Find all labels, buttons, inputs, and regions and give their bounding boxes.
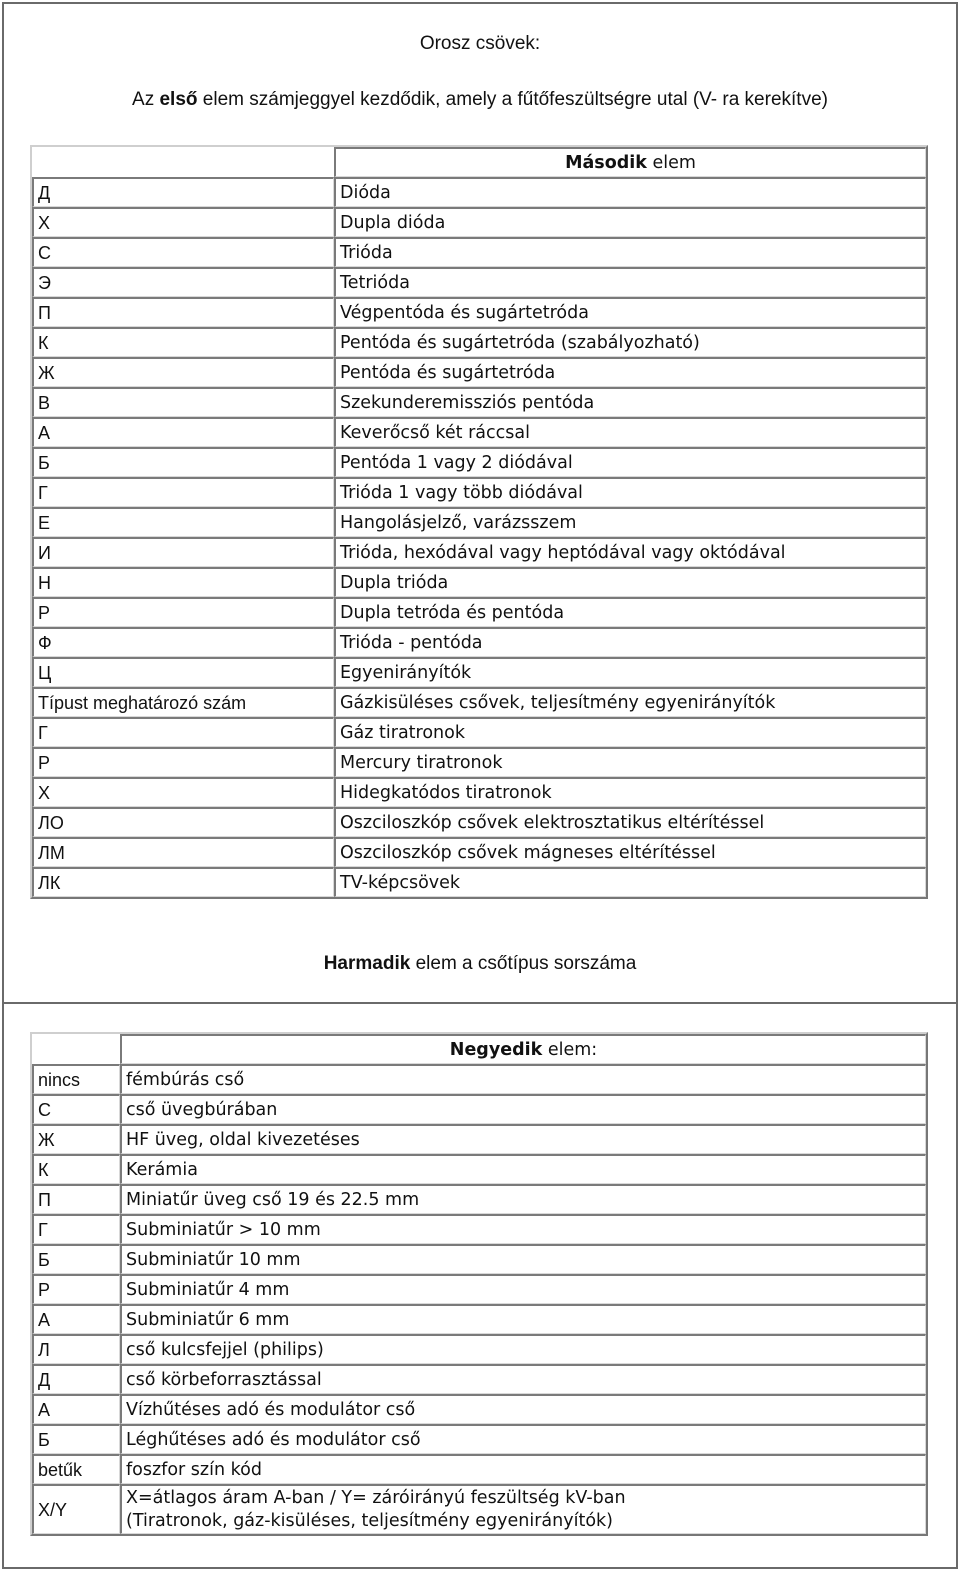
description-cell: Hangolásjelző, varázsszem	[334, 507, 926, 537]
table-row	[32, 867, 926, 897]
description-cell: Gázkisüléses csővek, teljesítmény egyenirányítók	[334, 687, 926, 717]
description-cell: foszfor szín kód	[120, 1454, 926, 1484]
description-cell: Trióda	[334, 237, 926, 267]
header-spacer	[32, 147, 334, 177]
code-cell: А	[32, 1304, 120, 1334]
table-header-row	[32, 1034, 926, 1064]
code-cell: Л	[32, 1334, 120, 1364]
code-cell: Э	[32, 267, 334, 297]
description-cell: cső kulcsfejjel (philips)	[120, 1334, 926, 1364]
code-cell: Е	[32, 507, 334, 537]
description-cell: Gáz tiratronok	[334, 717, 926, 747]
section3-bold: Harmadik	[323, 953, 411, 974]
description-cell: Pentóda 1 vagy 2 diódával	[334, 447, 926, 477]
code-cell: Р	[32, 597, 334, 627]
subtitle-bold: első	[159, 89, 198, 110]
code-cell: С	[32, 1094, 120, 1124]
description-cell: Végpentóda és sugártetróda	[334, 297, 926, 327]
description-cell: Subminiatűr 10 mm	[120, 1244, 926, 1274]
code-cell: X/Y	[32, 1484, 120, 1534]
code-cell: А	[32, 417, 334, 447]
description-cell: Dupla trióda	[334, 567, 926, 597]
description-cell: Keverőcső két ráccsal	[334, 417, 926, 447]
header-bold: Negyedik	[449, 1039, 543, 1060]
description-cell: Vízhűtéses adó és modulátor cső	[120, 1394, 926, 1424]
table-row	[32, 747, 926, 777]
code-cell: К	[32, 327, 334, 357]
table-row	[32, 567, 926, 597]
description-cell: fémbúrás cső	[120, 1064, 926, 1094]
description-cell: Szekunderemissziós pentóda	[334, 387, 926, 417]
table-row	[32, 447, 926, 477]
code-cell: Ж	[32, 1124, 120, 1154]
header-rest: elem	[646, 152, 696, 173]
table-row	[32, 1214, 926, 1244]
code-cell: Х	[32, 777, 334, 807]
table-row	[32, 1424, 926, 1454]
code-cell: Б	[32, 1244, 120, 1274]
code-cell: ЛМ	[32, 837, 334, 867]
description-cell: Trióda, hexódával vagy heptódával vagy októdával	[334, 537, 926, 567]
table-row	[32, 837, 926, 867]
subtitle-suffix: elem számjeggyel kezdődik, amely a fűtőfeszültségre utal (V- ra kerekítve)	[197, 89, 828, 110]
header-spacer	[32, 1034, 120, 1064]
code-cell: С	[32, 237, 334, 267]
table-row	[32, 507, 926, 537]
description-cell: Miniatűr üveg cső 19 és 22.5 mm	[120, 1184, 926, 1214]
code-cell: П	[32, 1184, 120, 1214]
description-cell: Tetrióda	[334, 267, 926, 297]
code-cell: Г	[32, 717, 334, 747]
table-row	[32, 237, 926, 267]
description-lines	[126, 1487, 921, 1533]
code-cell: Р	[32, 1274, 120, 1304]
description-cell: Oszciloszkóp csővek mágneses eltérítéssel	[334, 837, 926, 867]
table-row	[32, 1244, 926, 1274]
description-cell: TV-képcsövek	[334, 867, 926, 897]
code-cell: betűk	[32, 1454, 120, 1484]
code-cell: ЛО	[32, 807, 334, 837]
table-row	[32, 207, 926, 237]
table-row	[32, 477, 926, 507]
table-row	[32, 687, 926, 717]
fourth-element-table	[30, 1032, 928, 1536]
description-line: X=átlagos áram A-ban / Y= záróirányú feszültség kV-ban	[126, 1487, 626, 1508]
description-cell: Trióda 1 vagy több diódával	[334, 477, 926, 507]
description-cell: Dupla dióda	[334, 207, 926, 237]
table-row	[32, 1124, 926, 1154]
table-row	[32, 1454, 926, 1484]
header-rest: elem:	[542, 1039, 598, 1060]
description-cell: Oszciloszkóp csővek elektrosztatikus eltérítéssel	[334, 807, 926, 837]
table-row	[32, 1334, 926, 1364]
code-cell: Д	[32, 177, 334, 207]
code-cell: В	[32, 387, 334, 417]
code-cell: Típust meghatározó szám	[32, 687, 334, 717]
description-cell: Trióda - pentóda	[334, 627, 926, 657]
table-row	[32, 657, 926, 687]
description-line: (Tiratronok, gáz-kisüléses, teljesítmény egyenirányítók)	[126, 1510, 613, 1531]
table-row	[32, 627, 926, 657]
table-row	[32, 1094, 926, 1124]
description-cell: cső üvegbúrában	[120, 1094, 926, 1124]
table-row	[32, 597, 926, 627]
code-cell: К	[32, 1154, 120, 1184]
description-cell: Kerámia	[120, 1154, 926, 1184]
table-row	[32, 1394, 926, 1424]
description-cell	[120, 1484, 926, 1534]
table-row	[32, 297, 926, 327]
header-bold: Második	[565, 152, 647, 173]
code-cell: ЛК	[32, 867, 334, 897]
description-cell: Dupla tetróda és pentóda	[334, 597, 926, 627]
subtitle-prefix: Az	[132, 89, 160, 110]
description-cell: Pentóda és sugártetróda (szabályozható)	[334, 327, 926, 357]
table-row	[32, 417, 926, 447]
description-cell: Subminiatűr > 10 mm	[120, 1214, 926, 1244]
table-row	[32, 1184, 926, 1214]
code-cell: Д	[32, 1364, 120, 1394]
table-row	[32, 1274, 926, 1304]
page-title: Orosz csövek:	[419, 33, 541, 54]
code-cell: nincs	[32, 1064, 120, 1094]
table-row	[32, 267, 926, 297]
code-cell: Ц	[32, 657, 334, 687]
code-cell: И	[32, 537, 334, 567]
second-element-table	[30, 145, 928, 899]
code-cell: Г	[32, 477, 334, 507]
code-cell: Ф	[32, 627, 334, 657]
code-cell: Р	[32, 747, 334, 777]
code-cell: Г	[32, 1214, 120, 1244]
third-element-description	[0, 953, 960, 975]
code-cell: Б	[32, 1424, 120, 1454]
table-row	[32, 387, 926, 417]
description-cell: Subminiatűr 4 mm	[120, 1274, 926, 1304]
code-cell: Н	[32, 567, 334, 597]
section3-rest: elem a csőtípus sorszáma	[410, 953, 637, 974]
table-row	[32, 1364, 926, 1394]
table-row	[32, 1304, 926, 1334]
table-row	[32, 1064, 926, 1094]
table-row	[32, 357, 926, 387]
table-row	[32, 177, 926, 207]
code-cell: Б	[32, 447, 334, 477]
first-element-description	[0, 89, 960, 111]
table-row	[32, 327, 926, 357]
description-cell: Egyenirányítók	[334, 657, 926, 687]
description-cell: Dióda	[334, 177, 926, 207]
code-cell: Ж	[32, 357, 334, 387]
description-cell: Mercury tiratronok	[334, 747, 926, 777]
description-cell: HF üveg, oldal kivezetéses	[120, 1124, 926, 1154]
table-row	[32, 1484, 926, 1534]
fourth-element-header	[120, 1034, 926, 1064]
code-cell: Х	[32, 207, 334, 237]
table-header-row	[32, 147, 926, 177]
description-cell: Hidegkatódos tiratronok	[334, 777, 926, 807]
description-cell: Pentóda és sugártetróda	[334, 357, 926, 387]
description-cell: cső körbeforrasztással	[120, 1364, 926, 1394]
table-row	[32, 1154, 926, 1184]
description-cell: Subminiatűr 6 mm	[120, 1304, 926, 1334]
second-element-header	[334, 147, 926, 177]
table-row	[32, 717, 926, 747]
code-cell: П	[32, 297, 334, 327]
table-row	[32, 537, 926, 567]
description-cell: Léghűtéses adó és modulátor cső	[120, 1424, 926, 1454]
code-cell: А	[32, 1394, 120, 1424]
table-row	[32, 777, 926, 807]
table-row	[32, 807, 926, 837]
